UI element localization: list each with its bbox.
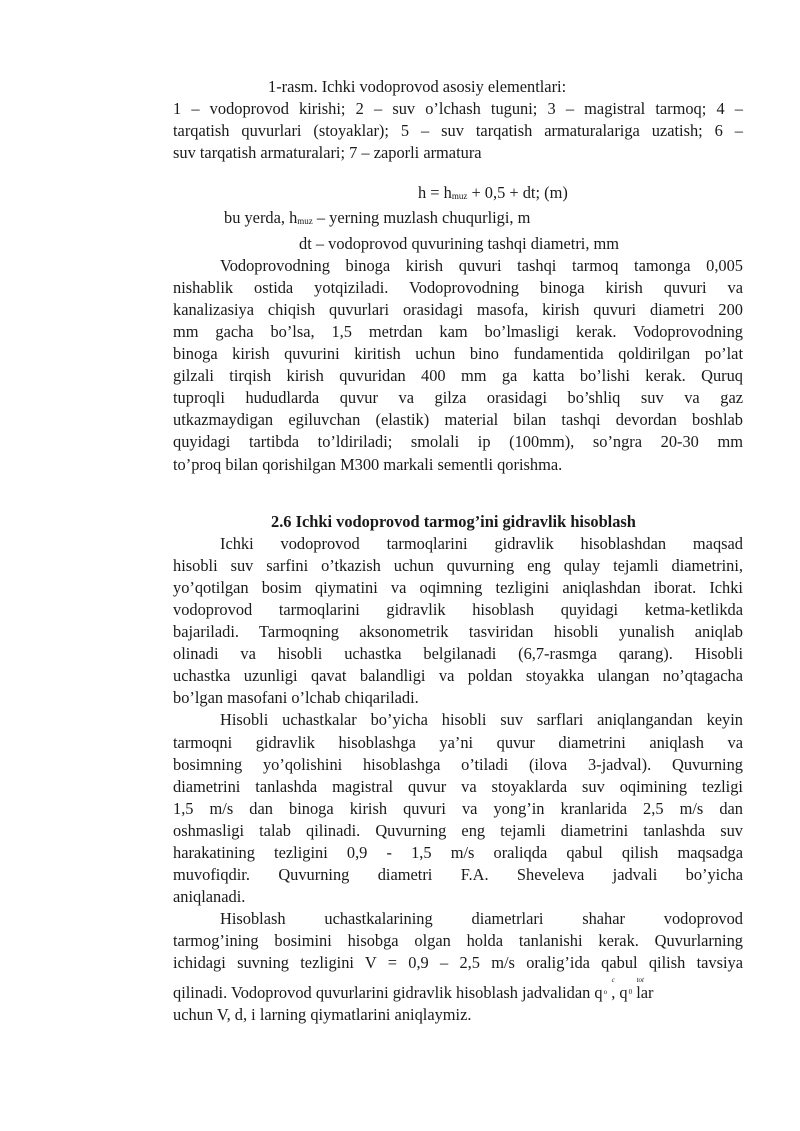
figure-caption-title: 1-rasm. Ichki vodoprovod asosiy elementlari:: [268, 77, 567, 96]
document-page: [173, 76, 743, 1026]
caption-line: 1 – vodoprovod kirishi; 2 – suv o’lchash tuguni; 3 – magistral tarmoq; 4 –: [173, 99, 743, 119]
paragraph: Hisobli uchastkalar bo’yicha hisobli suv sarflari aniqlangandan keyin tarmoqni gidravlik hisoblashga ya’ni quvur diametrini aniqlash va bosimning yo’qolishini hisoblashga o’tiladi (ilova 3-jadval). Quvurning diametrini tanlashda magistral quvur va stoyaklarda suv oqimining tezligi 1,5 m/s dan binoga kirish quvuri va yong’in kranlarida 2,5 m/s dan oshmasligi talab qilinadi. Quvurning eng tejamli diametrini tanlashda suv harakatining tezligini 0,9 - 1,5 m/s oraliqda qabul qilish maqsadga muvofiqdir. Quvurning diametri F.A. Sheveleva jadvali bo’yicha aniqlanadi.: [173, 710, 743, 907]
formula: h = hmuz + 0,5 + dt; (m): [418, 183, 568, 203]
formula-where-line: bu yerda, hmuz – yerning muzlash chuqurligi, m: [224, 208, 531, 228]
caption-line: suv tarqatish armaturalari; 7 – zaporli armatura: [173, 143, 482, 163]
caption-line: tarqatish quvurlari (stoyaklar); 5 – suv tarqatish armaturalariga uzatish; 6 –: [173, 121, 743, 141]
q-symbol: c $^o$: [603, 975, 615, 996]
section-heading: 2.6 Ichki vodoprovod tarmog’ini gidravlik hisoblash: [271, 511, 636, 531]
q-symbol: tot $^0$: [628, 975, 644, 996]
line-with-q-symbols: qilinadi. Vodoprovod quvurlarini gidravlik hisoblash jadvalidan q c $^o$ , q tot $^0$ lar: [173, 981, 743, 1004]
paragraph: Vodoprovodning binoga kirish quvuri tashqi tarmoq tamonga 0,005 nishablik ostida yotqiziladi. Vodoprovodning binoga kirish quvuri va kanalizasiya chiqish quvurlari orasidagi masofa, kirish quvuri diametri 200 mm gacha bo’lsa, 1,5 metrdan kam bo’lmasligi kerak. Vodoprovodning binoga kirish quvurini kiritish uchun bino fundamentida qoldirilgan po’lat gilzali tirqish kirish quvuridan 400 mm ga katta bo’lishi kerak. Quruq tuproqli hududlarda quvur va gilza orasidagi bo’shliq suv va gaz utkazmaydigan egiluvchan (elastik) material bilan tashqi devordan boshlab quyidagi tartibda to’ldiriladi; smolali ip (100mm), so’ngra 20-30 mm to’proq bilan qorishilgan M300 markali sementli qorishma.: [173, 255, 743, 474]
formula-dt-line: dt – vodoprovod quvurining tashqi diametri, mm: [299, 233, 620, 253]
paragraph: Ichki vodoprovod tarmoqlarini gidravlik hisoblashdan maqsad hisobli suv sarfini o’tkazish uchun quvurning eng qulay tejamli diametrini, yo’qotilgan bosim qiymatini va oqimning tezligini aniqlashdan iborat. Ichki vodoprovod tarmoqlarini gidravlik hisoblash quyidagi ketma-ketlikda bajariladi. Tarmoqning aksonometrik tasviridan hisobli yunalish aniqlab olinadi va hisobli uchastka belgilanadi (6,7-rasmga qarang). Hisobli uchastka uzunligi qavat balandligi va poldan stoyakka ulangan no’qtagacha bo’lgan masofani o’lchab chiqariladi.: [173, 533, 743, 708]
paragraph: Hisoblash uchastkalarining diametrlari shahar vodoprovod tarmog’ining bosimini hisobga olgan holda tanlanishi kerak. Quvurlarning ichidagi suvning tezligini V = 0,9 – 2,5 m/s oralig’ida qabul qilish tavsiya qilinadi. Vodoprovod quvurlarini gidravlik hisoblash jadvalidan q c $^o$ , q tot $^0$ lar uchun V, d, i larning qiymatlarini aniqlaymiz.: [173, 909, 743, 1024]
